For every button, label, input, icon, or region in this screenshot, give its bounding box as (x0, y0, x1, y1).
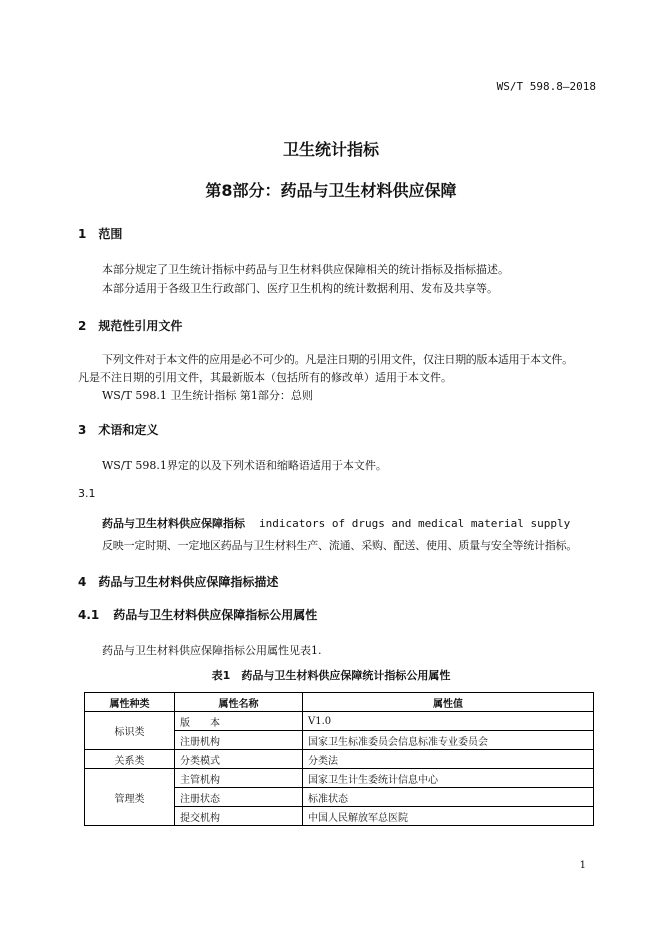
paragraph: 本部分适用于各级卫生行政部门、医疗卫生机构的统计数据利用、发布及共享等。 (102, 282, 498, 295)
attribute-value-cell: 国家卫生标准委员会信息标准专业委员会 (303, 731, 594, 750)
table-header-row (85, 693, 594, 712)
category-cell: 管理类 (85, 769, 175, 826)
attribute-value-cell: 分类法 (303, 750, 594, 769)
attribute-name-cell: 提交机构 (175, 807, 303, 826)
section-number: 2 (78, 319, 87, 333)
column-header: 属性种类 (85, 693, 175, 712)
subsection-number: 4.1 (78, 608, 100, 622)
page-number: 1 (579, 860, 586, 871)
section-title: 药品与卫生材料供应保障指标描述 (98, 575, 279, 589)
term-english: indicators of drugs and medical material supply (259, 517, 571, 530)
term-definition: 反映一定时期、一定地区药品与卫生材料生产、流通、采购、配送、使用、质量与安全等统计指标。 (102, 539, 578, 552)
section-title: 术语和定义 (98, 423, 159, 437)
paragraph: WS/T 598.1界定的以及下列术语和缩略语适用于本文件。 (102, 459, 387, 472)
subsection-4-1-heading (78, 606, 317, 623)
term-chinese: 药品与卫生材料供应保障指标 (102, 517, 245, 530)
section-number: 3 (78, 423, 87, 437)
table-row (85, 750, 594, 769)
attribute-name-cell: 注册状态 (175, 788, 303, 807)
section-2-heading (78, 317, 182, 334)
term-entry (102, 512, 570, 531)
section-title: 规范性引用文件 (98, 319, 183, 333)
attribute-name-cell: 注册机构 (175, 731, 303, 750)
normative-reference: WS/T 598.1 卫生统计指标 第1部分：总则 (102, 389, 313, 402)
document-subtitle: 第8部分：药品与卫生材料供应保障 (205, 181, 457, 200)
table-caption: 表1 药品与卫生材料供应保障统计指标公用属性 (211, 669, 451, 682)
attribute-name-cell: 版 本 (175, 712, 303, 731)
attribute-value-cell: 国家卫生计生委统计信息中心 (303, 769, 594, 788)
section-3-heading (78, 421, 158, 438)
subsection-number: 3.1 (78, 487, 96, 500)
attribute-table (84, 692, 594, 826)
paragraph: 本部分规定了卫生统计指标中药品与卫生材料供应保障相关的统计指标及指标描述。 (102, 263, 509, 276)
standard-code: WS/T 598.8—2018 (496, 80, 596, 93)
attribute-value-cell: 标准状态 (303, 788, 594, 807)
attribute-value-cell: 中国人民解放军总医院 (303, 807, 594, 826)
section-number: 4 (78, 575, 87, 589)
section-1-heading (78, 225, 122, 242)
subsection-title: 药品与卫生材料供应保障指标公用属性 (113, 608, 318, 622)
document-title: 卫生统计指标 (282, 140, 379, 159)
table-row (85, 712, 594, 731)
column-header: 属性名称 (175, 693, 303, 712)
column-header: 属性值 (303, 693, 594, 712)
paragraph: 药品与卫生材料供应保障指标公用属性见表1. (102, 644, 322, 657)
attribute-value-cell: V1.0 (303, 712, 594, 731)
section-4-heading (78, 573, 278, 590)
attribute-name-cell: 分类模式 (175, 750, 303, 769)
category-cell: 关系类 (85, 750, 175, 769)
table-row (85, 769, 594, 788)
section-number: 1 (78, 227, 87, 241)
attribute-name-cell: 主管机构 (175, 769, 303, 788)
section-title: 范围 (98, 227, 123, 241)
category-cell: 标识类 (85, 712, 175, 750)
paragraph: 凡是不注日期的引用文件，其最新版本（包括所有的修改单）适用于本文件。 (78, 371, 452, 384)
paragraph: 下列文件对于本文件的应用是必不可少的。凡是注日期的引用文件，仅注日期的版本适用于本文件。 (102, 353, 573, 366)
